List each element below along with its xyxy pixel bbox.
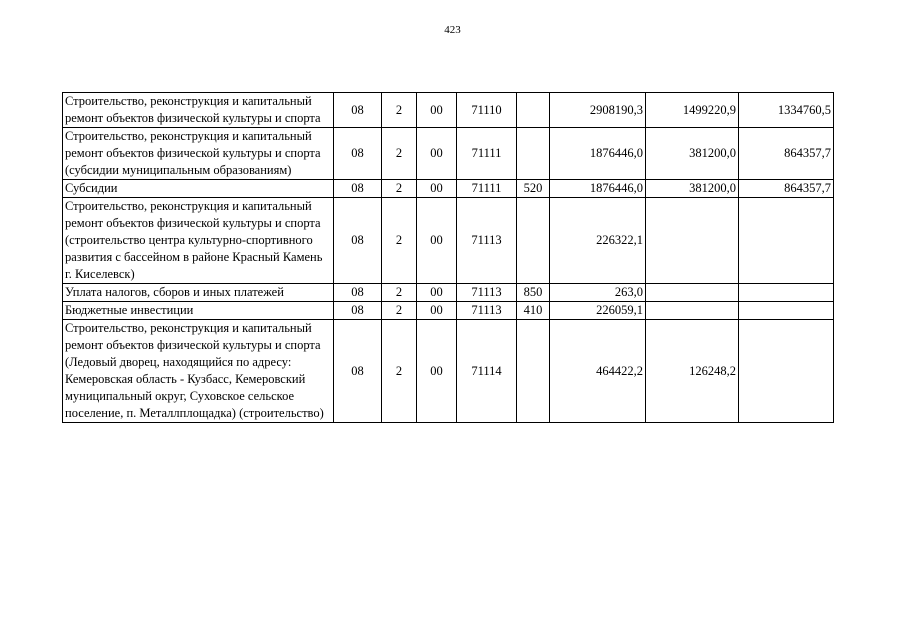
subsection-code-cell: 2 (382, 128, 417, 180)
amount-year2-cell (646, 198, 739, 284)
section-code-cell: 08 (334, 302, 382, 320)
section-code-cell: 08 (334, 128, 382, 180)
row-name-cell: Строительство, реконструкция и капитальный ремонт объектов физической культуры и спорта (Ледовый дворец, находящийся по адресу: Кемеровская область - Кузбасс, Кемеровский муниципальный округ, Суховское сельское поселение, п. Металлплощадка) (строительство) (63, 320, 334, 423)
table-row (63, 320, 834, 423)
amount-year3-cell (739, 302, 834, 320)
row-name-cell: Уплата налогов, сборов и иных платежей (63, 284, 334, 302)
program-code-cell: 00 (417, 128, 457, 180)
amount-year1-cell: 226322,1 (550, 198, 646, 284)
amount-year2-cell (646, 284, 739, 302)
article-code-cell: 71111 (457, 180, 517, 198)
table-row (63, 128, 834, 180)
amount-year1-cell: 2908190,3 (550, 93, 646, 128)
subsection-code-cell: 2 (382, 284, 417, 302)
expense-type-cell: 850 (517, 284, 550, 302)
article-code-cell: 71113 (457, 284, 517, 302)
expense-type-cell (517, 198, 550, 284)
amount-year3-cell: 1334760,5 (739, 93, 834, 128)
amount-year2-cell: 381200,0 (646, 128, 739, 180)
row-name-cell: Бюджетные инвестиции (63, 302, 334, 320)
amount-year3-cell (739, 320, 834, 423)
amount-year2-cell (646, 302, 739, 320)
amount-year3-cell: 864357,7 (739, 180, 834, 198)
section-code-cell: 08 (334, 198, 382, 284)
amount-year1-cell: 263,0 (550, 284, 646, 302)
amount-year2-cell: 381200,0 (646, 180, 739, 198)
table-row (63, 302, 834, 320)
amount-year3-cell (739, 284, 834, 302)
expense-type-cell (517, 320, 550, 423)
amount-year2-cell: 126248,2 (646, 320, 739, 423)
article-code-cell: 71111 (457, 128, 517, 180)
section-code-cell: 08 (334, 320, 382, 423)
amount-year1-cell: 1876446,0 (550, 128, 646, 180)
subsection-code-cell: 2 (382, 198, 417, 284)
subsection-code-cell: 2 (382, 302, 417, 320)
amount-year3-cell (739, 198, 834, 284)
program-code-cell: 00 (417, 198, 457, 284)
program-code-cell: 00 (417, 284, 457, 302)
expense-type-cell (517, 93, 550, 128)
page-number: 423 (444, 24, 461, 36)
program-code-cell: 00 (417, 93, 457, 128)
table-body (63, 93, 834, 423)
expense-type-cell (517, 128, 550, 180)
expense-type-cell: 410 (517, 302, 550, 320)
subsection-code-cell: 2 (382, 320, 417, 423)
amount-year1-cell: 1876446,0 (550, 180, 646, 198)
article-code-cell: 71113 (457, 198, 517, 284)
row-name-cell: Строительство, реконструкция и капитальный ремонт объектов физической культуры и спорта (субсидии муниципальным образованиям) (63, 128, 334, 180)
row-name-cell: Строительство, реконструкция и капитальный ремонт объектов физической культуры и спорта (строительство центра культурно-спортивного развития с бассейном в районе Красный Камень г. Киселевск) (63, 198, 334, 284)
program-code-cell: 00 (417, 320, 457, 423)
table-row (63, 93, 834, 128)
amount-year1-cell: 464422,2 (550, 320, 646, 423)
amount-year3-cell: 864357,7 (739, 128, 834, 180)
row-name-cell: Строительство, реконструкция и капитальный ремонт объектов физической культуры и спорта (63, 93, 334, 128)
program-code-cell: 00 (417, 180, 457, 198)
section-code-cell: 08 (334, 284, 382, 302)
expense-type-cell: 520 (517, 180, 550, 198)
subsection-code-cell: 2 (382, 93, 417, 128)
program-code-cell: 00 (417, 302, 457, 320)
table-row (63, 284, 834, 302)
section-code-cell: 08 (334, 180, 382, 198)
budget-table (62, 92, 834, 423)
subsection-code-cell: 2 (382, 180, 417, 198)
section-code-cell: 08 (334, 93, 382, 128)
amount-year1-cell: 226059,1 (550, 302, 646, 320)
row-name-cell: Субсидии (63, 180, 334, 198)
article-code-cell: 71110 (457, 93, 517, 128)
table-row (63, 180, 834, 198)
amount-year2-cell: 1499220,9 (646, 93, 739, 128)
article-code-cell: 71113 (457, 302, 517, 320)
table-row (63, 198, 834, 284)
article-code-cell: 71114 (457, 320, 517, 423)
